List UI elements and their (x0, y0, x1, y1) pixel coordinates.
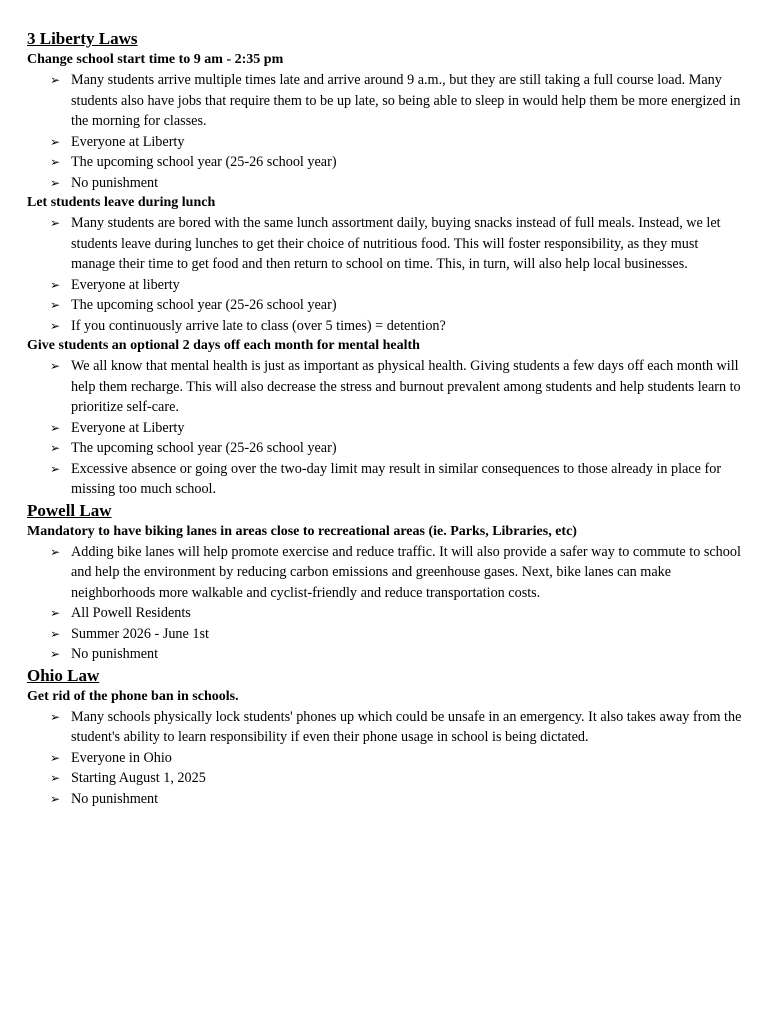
arrow-bullet-icon: ➢ (50, 134, 61, 149)
arrow-bullet-icon: ➢ (50, 216, 61, 230)
list-item (27, 316, 743, 337)
document-body (27, 28, 743, 809)
list-item (27, 624, 743, 645)
arrow-bullet-icon: ➢ (50, 73, 61, 87)
law-details-list (27, 70, 743, 193)
list-item-text: No punishment (71, 174, 159, 191)
list-item (27, 275, 743, 296)
list-item-text: Summer 2026 - June 1st (71, 625, 209, 642)
arrow-bullet-icon: ➢ (50, 606, 61, 620)
arrow-bullet-icon: ➢ (50, 461, 61, 476)
arrow-bullet-icon: ➢ (50, 318, 61, 333)
law-title: Let students leave during lunch (27, 195, 216, 210)
list-item (27, 295, 743, 316)
list-item-text: We all know that mental health is just as important as physical health. Giving students a few days off each month will help them recharge. This will also decrease the stress and burnout prevalent among students and help students learn to prioritize self-care. (71, 358, 741, 415)
law-title: Give students an optional 2 days off each month for mental health (27, 338, 420, 353)
list-item (27, 707, 743, 748)
list-item (27, 418, 743, 439)
list-item-text: The upcoming school year (25-26 school year) (71, 440, 337, 456)
arrow-bullet-icon: ➢ (50, 750, 61, 765)
list-item-text: The upcoming school year (25-26 school year) (71, 297, 337, 313)
list-item-text: Adding bike lanes will help promote exercise and reduce traffic. It will also provide a safer way to commute to school and help the environment by reducing carbon emissions and greenhouse gases. Next, bike lanes can make neighborhoods more walkable and cyclist-friendly and reduce transportation costs. (71, 543, 741, 601)
list-item (27, 173, 743, 194)
list-item-text: No punishment (71, 646, 159, 662)
list-item (27, 789, 743, 810)
arrow-bullet-icon: ➢ (50, 359, 61, 373)
section-heading: 3 Liberty Laws (27, 29, 138, 48)
law-title: Get rid of the phone ban in schools. (27, 688, 239, 704)
list-item (27, 356, 743, 418)
list-item (27, 603, 743, 624)
arrow-bullet-icon: ➢ (50, 544, 61, 559)
arrow-bullet-icon: ➢ (50, 298, 61, 312)
arrow-bullet-icon: ➢ (50, 175, 61, 190)
list-item-text: Many students are bored with the same lunch assortment daily, buying snacks instead of full meals. Instead, we let students leave during lunches to get their choice of nutritious food. This will foster responsibility, as they must manage their time to get food and then return to school on time. This, in turn, will also help local businesses. (71, 215, 721, 272)
arrow-bullet-icon: ➢ (50, 155, 61, 169)
list-item (27, 459, 743, 500)
arrow-bullet-icon: ➢ (50, 647, 61, 661)
list-item-text: Many schools physically lock students' phones up which could be unsafe in an emergency. It also takes away from the student's ability to learn responsibility if even their phone usage in school is being dictated. (71, 708, 742, 745)
list-item-text: No punishment (71, 790, 159, 807)
arrow-bullet-icon: ➢ (50, 626, 61, 641)
arrow-bullet-icon: ➢ (50, 441, 61, 455)
arrow-bullet-icon: ➢ (50, 420, 61, 435)
list-item-text: Everyone in Ohio (71, 749, 172, 766)
list-item-text: Starting August 1, 2025 (71, 770, 206, 786)
arrow-bullet-icon: ➢ (50, 277, 61, 292)
arrow-bullet-icon: ➢ (50, 709, 61, 724)
list-item (27, 644, 743, 665)
list-item-text: If you continuously arrive late to class (over 5 times) = detention? (71, 317, 446, 334)
list-item (27, 438, 743, 459)
list-item-text: All Powell Residents (71, 605, 191, 621)
list-item (27, 768, 743, 789)
list-item-text: Everyone at liberty (71, 276, 180, 293)
law-details-list (27, 213, 743, 336)
arrow-bullet-icon: ➢ (50, 771, 61, 785)
list-item-text: Many students arrive multiple times late and arrive around 9 a.m., but they are still taking a full course load. Many students also have jobs that require them to be up late, so being able to sleep in would help them be more energized in the morning for classes. (71, 72, 741, 129)
list-item (27, 152, 743, 173)
arrow-bullet-icon: ➢ (50, 791, 61, 806)
list-item-text: Excessive absence or going over the two-day limit may result in similar consequences to those already in place for missing too much school. (71, 460, 722, 497)
law-details-list (27, 542, 743, 665)
law-title: Change school start time to 9 am - 2:35 pm (27, 52, 284, 67)
list-item (27, 542, 743, 604)
list-item-text: Everyone at Liberty (71, 419, 185, 436)
list-item-text: Everyone at Liberty (71, 133, 185, 150)
law-details-list (27, 707, 743, 810)
section-heading: Powell Law (27, 500, 112, 520)
list-item (27, 70, 743, 132)
list-item (27, 132, 743, 153)
section-heading: Ohio Law (27, 665, 100, 685)
list-item-text: The upcoming school year (25-26 school year) (71, 154, 337, 170)
list-item (27, 213, 743, 275)
law-details-list (27, 356, 743, 500)
list-item (27, 748, 743, 769)
law-title: Mandatory to have biking lanes in areas close to recreational areas (ie. Parks, Libraries, etc) (27, 523, 577, 539)
